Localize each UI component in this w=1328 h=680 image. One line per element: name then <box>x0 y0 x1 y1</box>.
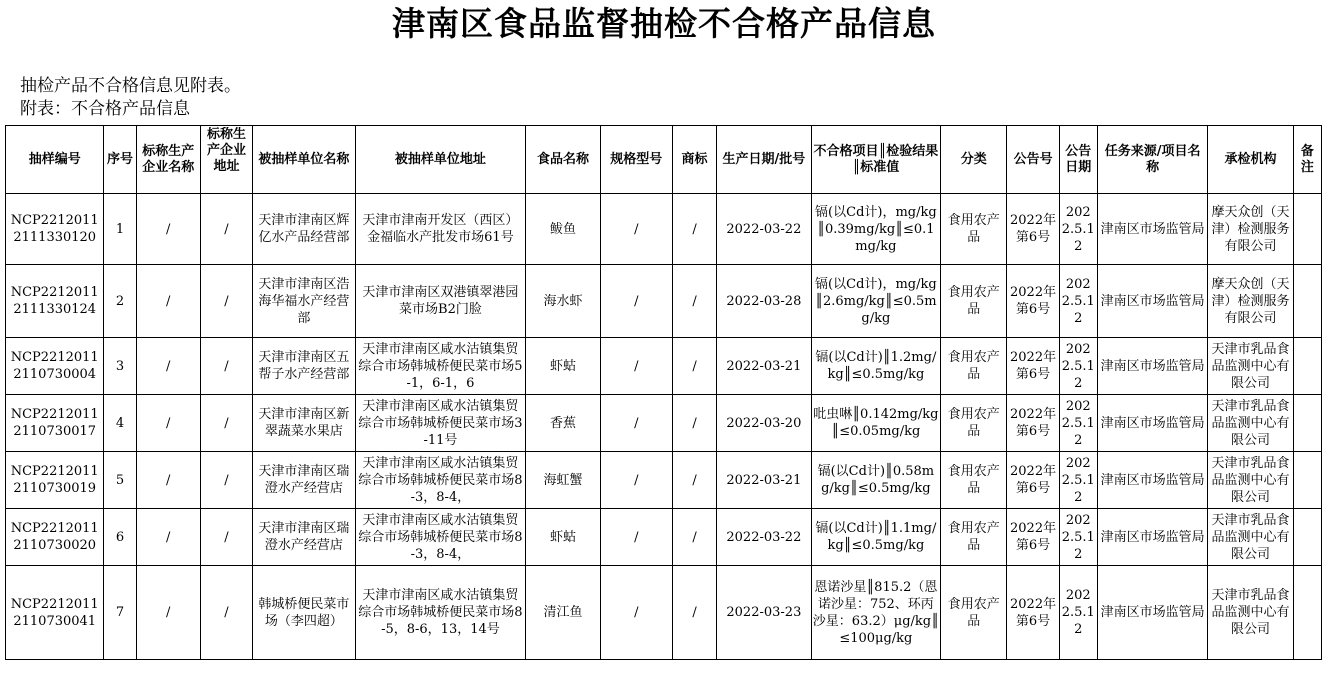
header-testing-agency: 承检机构 <box>1208 126 1293 194</box>
cell-production-date: 2022-03-23 <box>717 566 811 660</box>
table-row <box>6 395 1322 452</box>
cell-producer-address: / <box>200 338 252 395</box>
cell-sample-no: NCP22120112110730017 <box>6 395 104 452</box>
cell-failed-item: 恩诺沙星║815.2（恩诺沙星：752、环丙沙星：63.2）μg/kg║≤100μg/kg <box>811 566 941 660</box>
cell-testing-agency: 摩天众创（天津）检测服务有限公司 <box>1208 265 1293 338</box>
cell-sampled-unit-name: 天津市津南区新翠蔬菜水果店 <box>253 395 355 452</box>
cell-sampled-unit-name: 天津市津南区辉亿水产品经营部 <box>253 194 355 265</box>
cell-sample-no: NCP22120112111330120 <box>6 194 104 265</box>
cell-production-date: 2022-03-22 <box>717 509 811 566</box>
cell-task-source: 津南区市场监管局 <box>1097 509 1208 566</box>
cell-food-name: 清江鱼 <box>526 566 600 660</box>
cell-notice-date: 2022.5.12 <box>1059 194 1097 265</box>
cell-notice-no: 2022年第6号 <box>1007 395 1059 452</box>
cell-sampled-unit-address: 天津市津南区咸水沽镇集贸综合市场韩城桥便民菜市场8-3，8-4， <box>355 509 526 566</box>
cell-sampled-unit-address: 天津市津南开发区（西区）金福临水产批发市场61号 <box>355 194 526 265</box>
cell-testing-agency: 摩天众创（天津）检测服务有限公司 <box>1208 194 1293 265</box>
cell-task-source: 津南区市场监管局 <box>1097 395 1208 452</box>
cell-brand: / <box>672 338 716 395</box>
cell-production-date: 2022-03-22 <box>717 194 811 265</box>
cell-food-name: 海虹蟹 <box>526 452 600 509</box>
cell-remarks <box>1293 338 1321 395</box>
cell-food-name: 香蕉 <box>526 395 600 452</box>
cell-producer-name: / <box>136 395 200 452</box>
cell-remarks <box>1293 395 1321 452</box>
cell-production-date: 2022-03-20 <box>717 395 811 452</box>
cell-seq: 6 <box>104 509 136 566</box>
cell-remarks <box>1293 194 1321 265</box>
cell-notice-date: 2022.5.12 <box>1059 395 1097 452</box>
cell-production-date: 2022-03-28 <box>717 265 811 338</box>
cell-remarks <box>1293 452 1321 509</box>
table-row <box>6 452 1322 509</box>
cell-producer-address: / <box>200 265 252 338</box>
header-food-name: 食品名称 <box>526 126 600 194</box>
cell-producer-address: / <box>200 194 252 265</box>
cell-notice-no: 2022年第6号 <box>1007 509 1059 566</box>
cell-sample-no: NCP22120112110730020 <box>6 509 104 566</box>
cell-seq: 5 <box>104 452 136 509</box>
cell-production-date: 2022-03-21 <box>717 452 811 509</box>
cell-producer-name: / <box>136 566 200 660</box>
cell-sampled-unit-address: 天津市津南区咸水沽镇集贸综合市场韩城桥便民菜市场5-1，6-1，6 <box>355 338 526 395</box>
cell-failed-item: 镉(以Cd计)║1.2mg/kg║≤0.5mg/kg <box>811 338 941 395</box>
cell-testing-agency: 天津市乳品食品监测中心有限公司 <box>1208 509 1293 566</box>
header-sampled-unit-address: 被抽样单位地址 <box>355 126 526 194</box>
cell-category: 食用农产品 <box>941 265 1007 338</box>
cell-producer-name: / <box>136 338 200 395</box>
cell-production-date: 2022-03-21 <box>717 338 811 395</box>
cell-failed-item: 吡虫啉║0.142mg/kg║≤0.05mg/kg <box>811 395 941 452</box>
cell-category: 食用农产品 <box>941 509 1007 566</box>
cell-task-source: 津南区市场监管局 <box>1097 194 1208 265</box>
cell-failed-item: 镉(以Cd计)，mg/kg║0.39mg/kg║≤0.1mg/kg <box>811 194 941 265</box>
cell-sampled-unit-name: 韩城桥便民菜市场（李四超） <box>253 566 355 660</box>
cell-failed-item: 镉(以Cd计)，mg/kg║2.6mg/kg║≤0.5mg/kg <box>811 265 941 338</box>
cell-notice-no: 2022年第6号 <box>1007 566 1059 660</box>
cell-seq: 4 <box>104 395 136 452</box>
cell-notice-no: 2022年第6号 <box>1007 194 1059 265</box>
cell-category: 食用农产品 <box>941 395 1007 452</box>
cell-sampled-unit-name: 天津市津南区瑞澄水产经营店 <box>253 452 355 509</box>
cell-brand: / <box>672 509 716 566</box>
table-header-row <box>6 126 1322 194</box>
cell-spec: / <box>600 338 672 395</box>
header-task-source: 任务来源/项目名称 <box>1097 126 1208 194</box>
cell-task-source: 津南区市场监管局 <box>1097 265 1208 338</box>
cell-testing-agency: 天津市乳品食品监测中心有限公司 <box>1208 452 1293 509</box>
cell-notice-date: 2022.5.12 <box>1059 265 1097 338</box>
cell-producer-name: / <box>136 452 200 509</box>
cell-spec: / <box>600 452 672 509</box>
header-sample-no: 抽样编号 <box>6 126 104 194</box>
cell-remarks <box>1293 566 1321 660</box>
cell-spec: / <box>600 566 672 660</box>
cell-brand: / <box>672 395 716 452</box>
cell-food-name: 虾蛄 <box>526 509 600 566</box>
cell-producer-name: / <box>136 265 200 338</box>
header-spec: 规格型号 <box>600 126 672 194</box>
table-row <box>6 265 1322 338</box>
cell-sampled-unit-name: 天津市津南区瑞澄水产经营店 <box>253 509 355 566</box>
cell-brand: / <box>672 452 716 509</box>
cell-notice-date: 2022.5.12 <box>1059 452 1097 509</box>
cell-food-name: 海水虾 <box>526 265 600 338</box>
cell-testing-agency: 天津市乳品食品监测中心有限公司 <box>1208 338 1293 395</box>
table-row <box>6 194 1322 265</box>
cell-sample-no: NCP22120112110730019 <box>6 452 104 509</box>
cell-spec: / <box>600 194 672 265</box>
cell-category: 食用农产品 <box>941 338 1007 395</box>
cell-sample-no: NCP22120112110730041 <box>6 566 104 660</box>
cell-failed-item: 镉(以Cd计)║1.1mg/kg║≤0.5mg/kg <box>811 509 941 566</box>
cell-seq: 2 <box>104 265 136 338</box>
header-category: 分类 <box>941 126 1007 194</box>
table-row <box>6 566 1322 660</box>
header-notice-date: 公告日期 <box>1059 126 1097 194</box>
cell-task-source: 津南区市场监管局 <box>1097 452 1208 509</box>
cell-notice-no: 2022年第6号 <box>1007 338 1059 395</box>
cell-seq: 7 <box>104 566 136 660</box>
cell-producer-name: / <box>136 509 200 566</box>
cell-spec: / <box>600 265 672 338</box>
cell-notice-no: 2022年第6号 <box>1007 452 1059 509</box>
header-sampled-unit-name: 被抽样单位名称 <box>253 126 355 194</box>
cell-task-source: 津南区市场监管局 <box>1097 566 1208 660</box>
cell-category: 食用农产品 <box>941 566 1007 660</box>
cell-sampled-unit-name: 天津市津南区浩海华福水产经营部 <box>253 265 355 338</box>
cell-brand: / <box>672 194 716 265</box>
header-seq: 序号 <box>104 126 136 194</box>
cell-food-name: 鲅鱼 <box>526 194 600 265</box>
cell-sampled-unit-address: 天津市津南区咸水沽镇集贸综合市场韩城桥便民菜市场8-3，8-4， <box>355 452 526 509</box>
header-notice-no: 公告号 <box>1007 126 1059 194</box>
cell-sample-no: NCP22120112111330124 <box>6 265 104 338</box>
table-row <box>6 509 1322 566</box>
cell-producer-address: / <box>200 566 252 660</box>
cell-producer-address: / <box>200 452 252 509</box>
cell-task-source: 津南区市场监管局 <box>1097 338 1208 395</box>
cell-remarks <box>1293 509 1321 566</box>
cell-category: 食用农产品 <box>941 452 1007 509</box>
cell-testing-agency: 天津市乳品食品监测中心有限公司 <box>1208 566 1293 660</box>
header-brand: 商标 <box>672 126 716 194</box>
cell-sampled-unit-name: 天津市津南区五帮子水产经营部 <box>253 338 355 395</box>
cell-remarks <box>1293 265 1321 338</box>
cell-notice-no: 2022年第6号 <box>1007 265 1059 338</box>
cell-failed-item: 镉(以Cd计)║0.58mg/kg║≤0.5mg/kg <box>811 452 941 509</box>
cell-producer-name: / <box>136 194 200 265</box>
cell-producer-address: / <box>200 395 252 452</box>
cell-seq: 3 <box>104 338 136 395</box>
cell-testing-agency: 天津市乳品食品监测中心有限公司 <box>1208 395 1293 452</box>
cell-sampled-unit-address: 天津市津南区双港镇翠港园菜市场B2门脸 <box>355 265 526 338</box>
header-production-date: 生产日期/批号 <box>717 126 811 194</box>
cell-seq: 1 <box>104 194 136 265</box>
header-producer-name: 标称生产企业名称 <box>136 126 200 194</box>
unqualified-products-table <box>5 125 1322 660</box>
header-producer-address: 标称生产企业地址 <box>200 126 252 194</box>
appendix-caption: 附表：不合格产品信息 <box>20 99 190 119</box>
cell-brand: / <box>672 566 716 660</box>
cell-spec: / <box>600 395 672 452</box>
cell-sample-no: NCP22120112110730004 <box>6 338 104 395</box>
cell-notice-date: 2022.5.12 <box>1059 566 1097 660</box>
table-row <box>6 338 1322 395</box>
cell-food-name: 虾蛄 <box>526 338 600 395</box>
cell-producer-address: / <box>200 509 252 566</box>
cell-notice-date: 2022.5.12 <box>1059 338 1097 395</box>
intro-line: 抽检产品不合格信息见附表。 <box>20 76 241 96</box>
cell-brand: / <box>672 265 716 338</box>
header-failed-item: 不合格项目║检验结果║标准值 <box>811 126 941 194</box>
cell-sampled-unit-address: 天津市津南区咸水沽镇集贸综合市场韩城桥便民菜市场3-11号 <box>355 395 526 452</box>
page-title: 津南区食品监督抽检不合格产品信息 <box>392 4 936 43</box>
cell-spec: / <box>600 509 672 566</box>
cell-category: 食用农产品 <box>941 194 1007 265</box>
header-remarks: 备注 <box>1293 126 1321 194</box>
cell-sampled-unit-address: 天津市津南区咸水沽镇集贸综合市场韩城桥便民菜市场8-5，8-6，13，14号 <box>355 566 526 660</box>
cell-notice-date: 2022.5.12 <box>1059 509 1097 566</box>
